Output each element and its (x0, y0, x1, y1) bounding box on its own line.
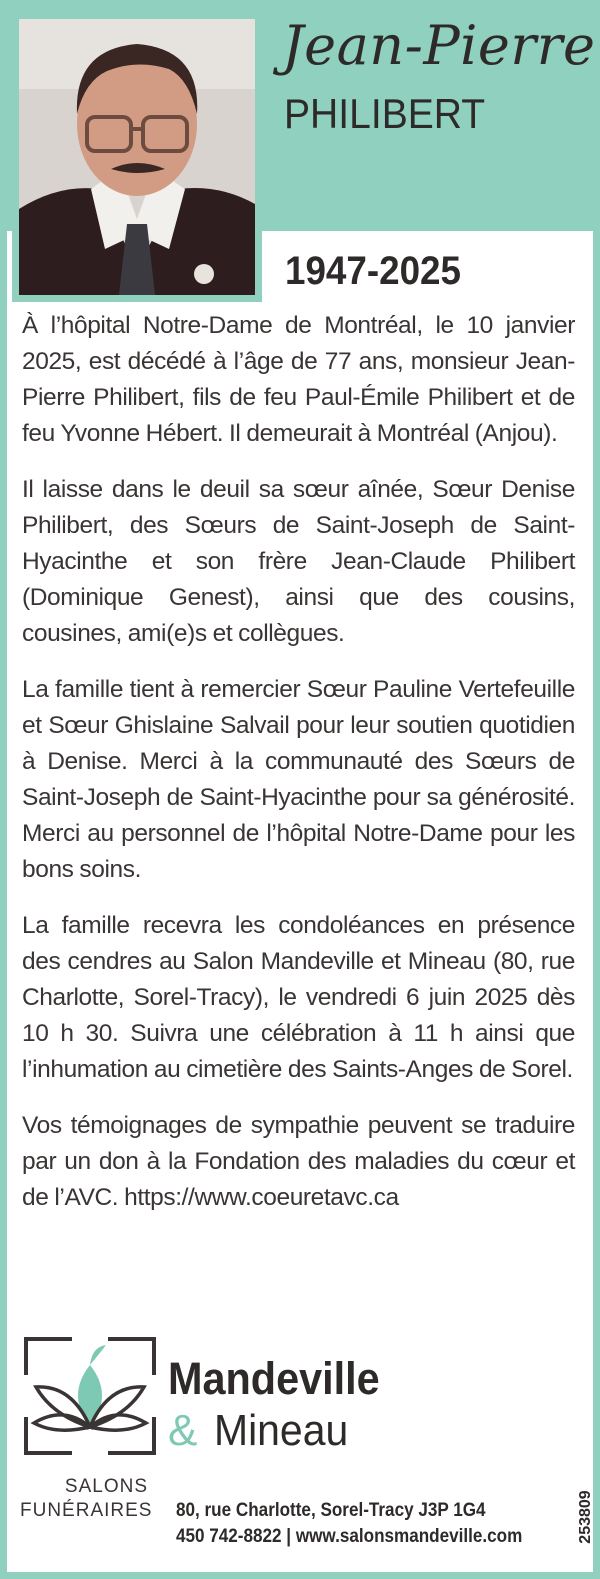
obituary-text (22, 308, 575, 1236)
ad-reference-number-text: 253809 (577, 1490, 594, 1544)
paragraph-condolences: La famille recevra les condoléances en présence des cendres au Salon Mandeville et Mineau (80, rue Charlotte, Sorel-Tracy), le vendredi 6 juin 2025 dès 10 h 30. Suivra une célébration à 11 h ainsi que l’inhumation au cimetière des Saints-Anges de Sorel. (22, 912, 575, 1083)
brand-name-line2: Mineau (214, 1406, 349, 1455)
lotus-logo-icon (22, 1335, 158, 1457)
life-years: 1947-2025 (285, 249, 461, 293)
tagline-line2: FUNÉRAIRES (20, 1500, 153, 1521)
funeral-home-contact: 450 742-8822 | www.salonsmandeville.com (176, 1526, 523, 1547)
brand-ampersand: & (168, 1406, 198, 1455)
funeral-home-address: 80, rue Charlotte, Sorel-Tracy J3P 1G4 (176, 1500, 486, 1521)
paragraph-death-announcement: À l’hôpital Notre-Dame de Montréal, le 10 janvier 2025, est décédé à l’âge de 77 ans, monsieur Jean-Pierre Philibert, fils de feu Paul-Émile Philibert et de feu Yvonne Hébert. Il demeurait à Montréal (Anjou). (22, 312, 575, 447)
tagline-line1: SALONS (64, 1476, 148, 1497)
deceased-first-name: Jean-Pierre (282, 14, 596, 77)
brand-name-line1: Mandeville (168, 1353, 380, 1404)
ad-reference-number (576, 1472, 596, 1562)
paragraph-survivors: Il laisse dans le deuil sa sœur aînée, Sœur Denise Philibert, des Sœurs de Saint-Joseph de Saint-Hyacinthe et son frère Jean-Claude Philibert (Dominique Genest), ainsi que des cousins, cousines, ami(e)s et collègues. (22, 476, 575, 647)
deceased-last-name: PHILIBERT (284, 90, 486, 137)
portrait-photo (12, 12, 262, 302)
paragraph-thanks: La famille tient à remercier Sœur Pauline Vertefeuille et Sœur Ghislaine Salvail pour leur soutien quotidien à Denise. Merci à la communauté des Sœurs de Saint-Joseph de Saint-Hyacinthe pour sa générosité. Merci au personnel de l’hôpital Notre-Dame pour les bons soins. (22, 676, 575, 883)
paragraph-donations: Vos témoignages de sympathie peuvent se traduire par un don à la Fondation des maladies du cœur et de l’AVC. https://www.coeuretavc.ca (22, 1112, 575, 1211)
